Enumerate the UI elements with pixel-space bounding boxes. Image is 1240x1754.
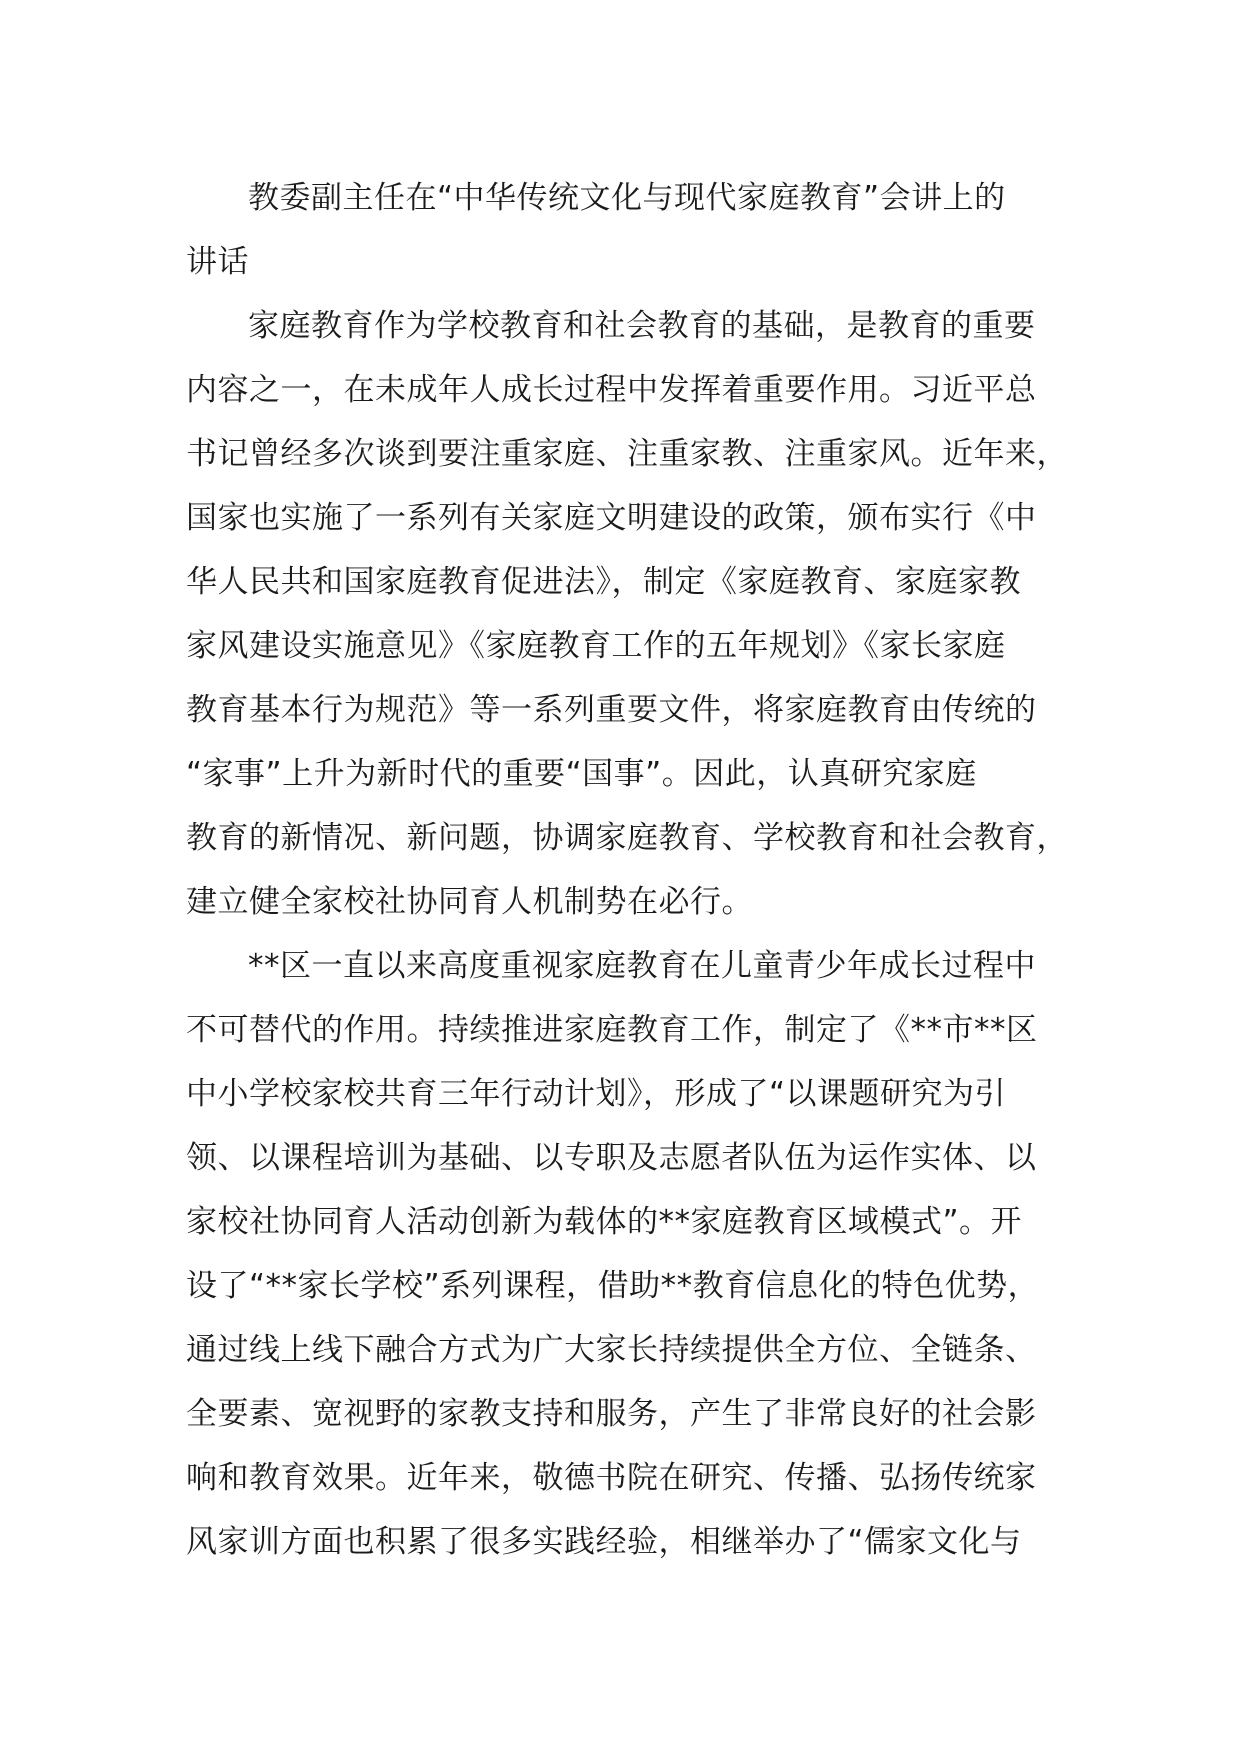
text-line: 教育的新情况、新问题，协调家庭教育、学校教育和社会教育，: [186, 820, 1068, 856]
text-line: **区一直以来高度重视家庭教育在儿童青少年成长过程中: [248, 948, 1036, 984]
document-body: [186, 166, 1068, 1574]
text-line: 书记曾经多次谈到要注重家庭、注重家教、注重家风。近年来，: [186, 436, 1068, 472]
text-line: 家校社协同育人活动创新为载体的**家庭教育区域模式”。开: [186, 1204, 1023, 1240]
text-line: 教委副主任在“中华传统文化与现代家庭教育”会讲上的: [248, 180, 1006, 216]
text-line: 教育基本行为规范》等一系列重要文件，将家庭教育由传统的: [186, 692, 1037, 728]
text-line: 家庭教育作为学校教育和社会教育的基础，是教育的重要: [248, 308, 1036, 344]
text-line: 领、以课程培训为基础、以专职及志愿者队伍为运作实体、以: [186, 1140, 1037, 1176]
text-line: 讲话: [186, 244, 249, 280]
text-line: 华人民共和国家庭教育促进法》，制定《家庭教育、家庭家教: [186, 564, 1021, 600]
text-line: 风家训方面也积累了很多实践经验，相继举办了“儒家文化与: [186, 1524, 1022, 1560]
text-line: 内容之一，在未成年人成长过程中发挥着重要作用。习近平总: [186, 372, 1037, 408]
text-line: 中小学校家校共育三年行动计划》，形成了“以课题研究为引: [186, 1076, 1007, 1112]
text-line: 国家也实施了一系列有关家庭文明建设的政策，颁布实行《中: [186, 500, 1037, 536]
paragraph-2: [186, 934, 1050, 1574]
text-line: 全要素、宽视野的家教支持和服务，产生了非常良好的社会影: [186, 1396, 1037, 1432]
text-line: “家事”上升为新时代的重要“国事”。因此，认真研究家庭: [186, 756, 977, 792]
paragraph-1: [186, 294, 1068, 934]
text-line: 家风建设实施意见》《家庭教育工作的五年规划》《家长家庭: [186, 628, 1006, 664]
text-line: 设了“**家长学校”系列课程，借助**教育信息化的特色优势，: [186, 1268, 1040, 1304]
text-line: 通过线上线下融合方式为广大家长持续提供全方位、全链条、: [186, 1332, 1037, 1368]
text-line: 建立健全家校社协同育人机制势在必行。: [186, 884, 753, 920]
text-line: 响和教育效果。近年来，敬德书院在研究、传播、弘扬传统家: [186, 1460, 1037, 1496]
speech-title: [186, 166, 1050, 294]
text-line: 不可替代的作用。持续推进家庭教育工作，制定了《**市**区: [186, 1012, 1038, 1048]
